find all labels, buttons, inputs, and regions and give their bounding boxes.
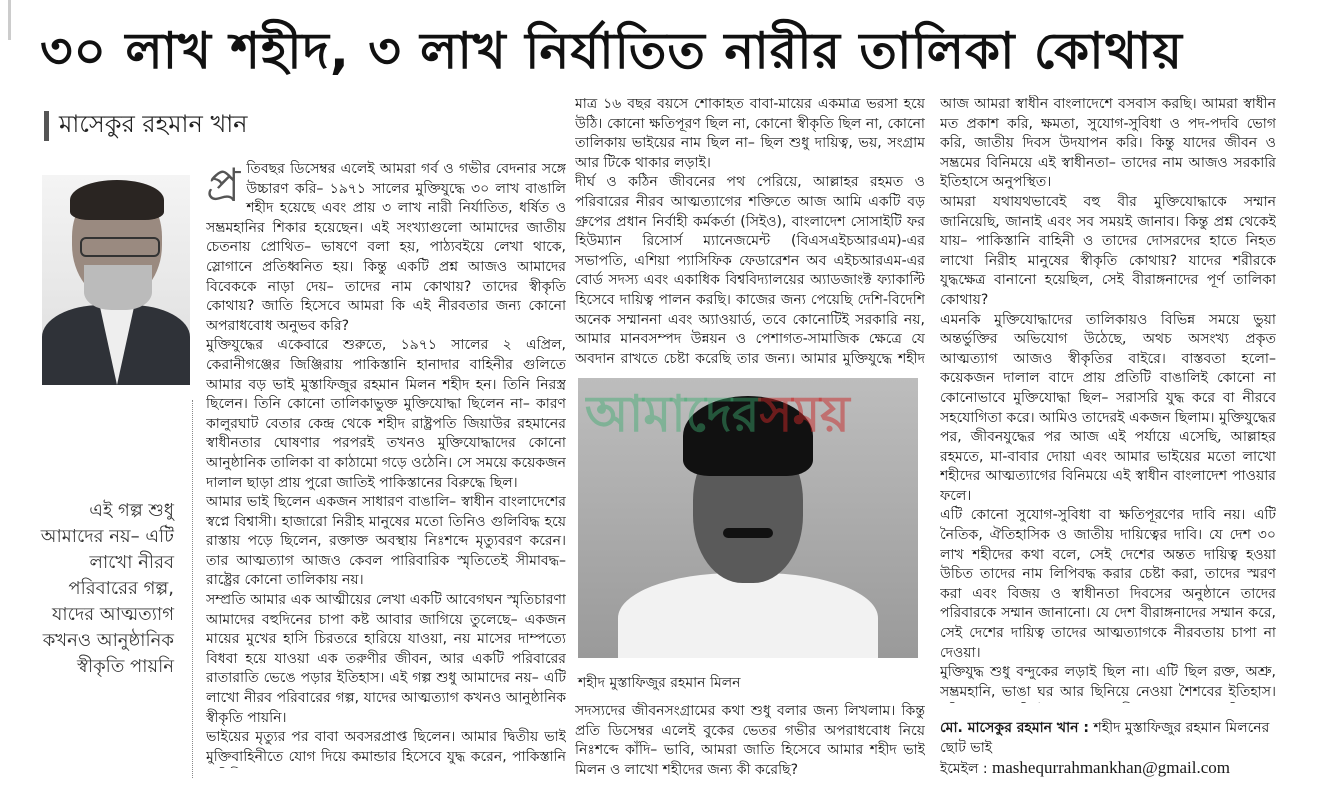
article-column-2 xyxy=(575,95,925,369)
author-name: মাসেকুর রহমান খান xyxy=(59,110,248,138)
byline xyxy=(44,110,248,142)
headline: ৩০ লাখ শহীদ, ৩ লাখ নির্যাতিত নারীর তালিকা কোথায় xyxy=(40,22,1183,80)
page-edge-bar xyxy=(8,0,11,40)
author-hair xyxy=(70,180,164,220)
author-email: mashequrrahmankhan@gmail.com xyxy=(992,758,1231,777)
photo-shirt xyxy=(618,573,878,658)
paragraph: মুক্তিযুদ্ধের একেবারে শুরুতে, ১৯৭১ সালের ২ এপ্রিল, কেরানীগঞ্জের জিঞ্জিরায় পাকিস্তানি হানাদার বাহিনীর গুলিতে আমার বড় ভাই মুস্তাফিজুর রহমান মিলন শহীদ হন। তিনি নিরস্ত্র ছিলেন। তিনি কোনো তালিকাভুক্ত মুক্তিযোদ্ধা ছিলেন না– কারণ কালুরঘাট বেতার কেন্দ্র থেকে শহীদ রাষ্ট্রপতি জিয়াউর রহমানের স্বাধীনতার ঘোষণার পরপরই তখনও মুক্তিযোদ্ধাদের কোনো আনুষ্ঠানিক তালিকা বা কাঠামো গড়ে ওঠেনি। সে সময়ে কয়েকজন দালাল ছাড়া প্রায় পুরো জাতিই পাকিস্তানের বিরুদ্ধে ছিল। xyxy=(206,337,566,491)
watermark-part2: সময় xyxy=(759,385,850,443)
drop-cap: প্র xyxy=(206,160,241,212)
author-glasses xyxy=(80,237,160,257)
email-label: ইমেইল : xyxy=(940,761,993,777)
photo-mustache xyxy=(723,528,773,538)
author-note xyxy=(940,718,1276,779)
paragraph: এমনকি মুক্তিযোদ্ধাদের তালিকায়ও বিভিন্ন সময়ে ভুয়া অন্তর্ভুক্তির অভিযোগ উঠেছে, অথচ অসংখ্য প্রকৃত আত্মত্যাগ আজও স্বীকৃতির বাইরে। বাস্তবতা হলো– কয়েকজন দালাল বাদে প্রায় প্রতিটি বাঙালিই কোনো না কোনোভাবে মুক্তিযোদ্ধা ছিল– সরাসরি যুদ্ধ করে বা নীরবে সহযোগিতা করে। আমিও তাদেরই একজন ছিলাম। মুক্তিযুদ্ধের পর, জীবনযুদ্ধের পর আজ এই পর্যায়ে এসেছি, আল্লাহর রহমতে, মা-বাবার দোয়া এবং আমার ভাইয়ের মতো লাখো শহীদের আত্মত্যাগের বিনিময়ে এই স্বাধীন বাংলাদেশ পাওয়ার ফলে। xyxy=(940,311,1276,504)
paragraph: তিবছর ডিসেম্বর এলেই আমরা গর্ব ও গভীর বেদনার সঙ্গে উচ্চারণ করি– ১৯৭১ সালের মুক্তিযুদ্ধে ৩০ লাখ বাঙালি শহীদ হয়েছে এবং প্রায় ৩ লাখ নারী নির্যাতিত, ধর্ষিত ও সম্ভ্রমহানির শিকার হয়েছেন। এই সংখ্যাগুলো আমাদের জাতীয় চেতনায় প্রোথিত– ভাষণে বলা হয়, পাঠ্যবইয়ে লেখা থাকে, স্লোগানে প্রতিধ্বনিত হয়। কিন্তু একটি প্রশ্ন আজও আমাদের বিবেককে নাড়া দেয়– তাদের নাম কোথায়? তাদের স্বীকৃতি কোথায়? জাতি হিসেবে আমরা কি এই নীরবতার জন্য কোনো অপরাধবোধ অনুভব করি? xyxy=(206,161,566,334)
paragraph: সদস্যদের জীবনসংগ্রামের কথা শুধু বলার জন্য লিখলাম। কিন্তু প্রতি ডিসেম্বর এলেই বুকের ভেতর গভীর অপরাধবোধ নিয়ে নিঃশব্দে কাঁদি– ভাবি, আমরা জাতি হিসেবে আমার শহীদ ভাই মিলন ও লাখো শহীদের জন্য কী করেছি? xyxy=(575,703,925,778)
watermark-part1: আমাদের xyxy=(585,385,760,443)
pull-quote: এই গল্প শুধু আমাদের নয়– এটি লাখো নীরব পরিবারের গল্প, যাদের আত্মত্যাগ কখনও আনুষ্ঠানিক স্বীকৃতি পায়নি xyxy=(40,500,174,677)
paragraph: সম্প্রতি আমার এক আত্মীয়ের লেখা একটি আবেগঘন স্মৃতিচারণা আমাদের বহুদিনের চাপা কষ্ট আবার জাগিয়ে তুলেছে– একজন মায়ের মুখের হাসি চিরতরে হারিয়ে যাওয়া, নয় মাসের দাম্পত্যে বিধবা হয়ে যাওয়া এক তরুণীর জীবন, আর একটি পরিবারের রাতারাতি ভেঙে পড়ার ইতিহাস। এই গল্প শুধু আমাদের নয়– এটি লাখো নীরব পরিবারের গল্প, যাদের আত্মত্যাগ কখনও আনুষ্ঠানিক স্বীকৃতি পায়নি। xyxy=(206,592,566,726)
paragraph: মাত্র ১৬ বছর বয়সে শোকাহত বাবা-মায়ের একমাত্র ভরসা হয়ে উঠি। কোনো ক্ষতিপূরণ ছিল না, কোনো স্বীকৃতি ছিল না, কোনো তালিকায় ভাইয়ের নাম ছিল না– ছিল শুধু দায়িত্ব, ভয়, সংগ্রাম আর টিকে থাকার লড়াই। xyxy=(575,96,925,171)
article-column-1 xyxy=(206,160,566,768)
article-column-2-continued xyxy=(575,702,925,780)
byline-bar xyxy=(44,111,49,141)
author-photo xyxy=(42,175,190,385)
paragraph: আজ আমরা স্বাধীন বাংলাদেশে বসবাস করছি। আমরা স্বাধীন মত প্রকাশ করি, ক্ষমতা, সুযোগ-সুবিধা ও পদ-পদবি ভোগ করি, জাতীয় দিবস উদযাপন করি। কিন্তু যাদের জীবন ও সম্ভ্রমের বিনিময়ে এই স্বাধীনতা– তাদের নাম আজও সরকারি ইতিহাসে অনুপস্থিত। xyxy=(940,96,1276,191)
photo-caption: শহীদ মুস্তাফিজুর রহমান মিলন xyxy=(578,675,741,691)
column-divider xyxy=(192,400,193,778)
newspaper-watermark xyxy=(585,382,915,446)
author-note-description: শহীদ মুস্তাফিজুর রহমান মিলনের ছোট ভাই xyxy=(940,720,1270,756)
paragraph: মুক্তিযুদ্ধ শুধু বন্দুকের লড়াই ছিল না। এটি ছিল রক্ত, অশ্রু, সম্ভ্রমহানি, ভাঙা ঘর আর ছিনিয়ে নেওয়া শৈশবের ইতিহাস। xyxy=(940,664,1276,700)
paragraph: ভাইয়ের মৃত্যুর পর বাবা অবসরপ্রাপ্ত ছিলেন। আমার দ্বিতীয় ভাই মুক্তিবাহিনীতে যোগ দিয়ে কমান্ডার হিসেবে যুদ্ধ করেন, পাকিস্তানি xyxy=(206,729,566,765)
paragraph: এটি কোনো সুযোগ-সুবিধা বা ক্ষতিপূরণের দাবি নয়। এটি নৈতিক, ঐতিহাসিক ও জাতীয় দায়িত্বের দাবি। যে দেশ ৩০ লাখ শহীদের কথা বলে, সেই দেশের অন্তত দায়িত্ব হওয়া উচিত তাদের নাম লিপিবদ্ধ করার চেষ্টা করা, তাদের স্মরণ করা এবং বিজয় ও স্বাধীনতা দিবসের অনুষ্ঠানে তাদের পরিবারকে সম্মান জানানো। যে দেশ বীরাঙ্গনাদের সম্মান করে, সেই দেশের দায়িত্ব তাদের আত্মত্যাগকে নীরবতায় চাপা না দেওয়া। xyxy=(940,507,1276,661)
paragraph: দীর্ঘ ও কঠিন জীবনের পথ পেরিয়ে, আল্লাহর রহমত ও পরিবারের নীরব আত্মত্যাগের শক্তিতে আজ আমি একটি বড় গ্রুপের প্রধান নির্বাহী কর্মকর্তা (সিইও), বাংলাদেশ সোসাইটি ফর হিউম্যান রিসোর্স ম্যানেজমেন্ট (বিএসএইচআরএম)-এর সভাপতি, এশিয়া প্যাসিফিক ফেডারেশন অব এইচআরএম-এর বোর্ড সদস্য এবং একাধিক বিশ্ববিদ্যালয়ের অ্যাডজাংক্ট ফ্যাকাল্টি হিসেবে দায়িত্ব পালন করছি। কাজের জন্য পেয়েছি দেশি-বিদেশি অনেক সম্মাননা এবং অ্যাওয়ার্ড, তবে কোনোটিই সরকারি নয়, আমার মানবসম্পদ উন্নয়ন ও পেশাগত-সামাজিক ক্ষেত্রে যে অবদান রাখতে চেষ্টা করেছি তার জন্য। আমার মুক্তিযুদ্ধে শহীদ xyxy=(575,174,925,367)
article-column-3 xyxy=(940,95,1276,703)
paragraph: আমার ভাই ছিলেন একজন সাধারণ বাঙালি– স্বাধীন বাংলাদেশের স্বপ্নে বিশ্বাসী। হাজারো নিরীহ মানুষের মতো তিনিও গুলিবিদ্ধ হয়ে রাস্তায় পড়ে ছিলেন, রক্তাক্ত অবস্থায় নিঃশব্দে মৃত্যুবরণ করেন। তার আত্মত্যাগ আজও কেবল পারিবারিক স্মৃতিতেই সীমাবদ্ধ– রাষ্ট্রের কোনো তালিকায় নয়। xyxy=(206,494,566,589)
author-note-name: মো. মাসেকুর রহমান খান : xyxy=(940,720,1089,736)
author-beard xyxy=(84,265,152,310)
paragraph: আমরা যথাযথভাবেই বহু বীর মুক্তিযোদ্ধাকে সম্মান জানিয়েছি, জানাই এবং সব সময়ই জানাব। কিন্তু প্রশ্ন থেকেই যায়– পাকিস্তানি বাহিনী ও তাদের দোসরদের হাতে নিহত লাখো নিরীহ মানুষের স্বীকৃতি কোথায়? যাদের শরীরকে যুদ্ধক্ষেত্র বানানো হয়েছিল, সেই বীরাঙ্গনাদের পূর্ণ তালিকা কোথায়? xyxy=(940,193,1276,308)
